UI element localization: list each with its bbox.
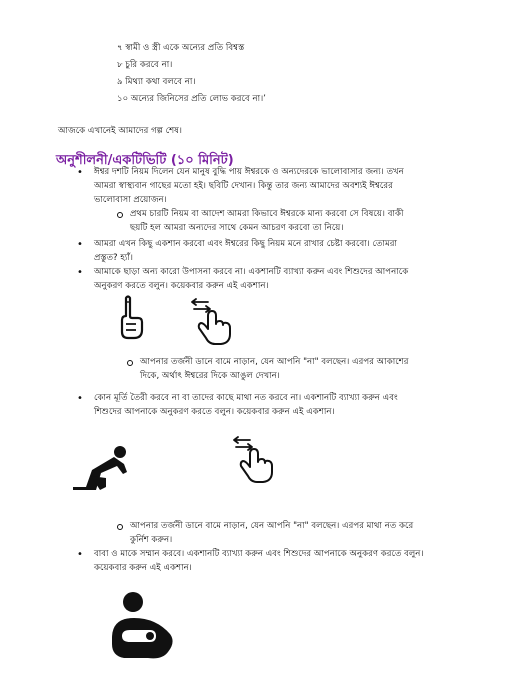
- commandment-8: ৮ চুরি করবে না।: [117, 60, 173, 70]
- bullet-2-line-2: প্রস্তুত? হ্যাঁ।: [94, 253, 133, 263]
- bullet-dot: •: [77, 239, 83, 250]
- bullet-3-line-1: আমাকে ছাড়া অন্য কারো উপাসনা করবে না। একশানটি ব্যাখ্যা করুন এবং শিশুদের আপনাকে: [94, 267, 409, 277]
- bullet-4-line-1: কোন মূর্তি তৈরী করবে না বা তাদের কাছে মাথা নত করবে না। একশানটি ব্যাখ্যা করুন এবং: [94, 393, 398, 403]
- bullet-4-line-2: শিশুদের আপনাকে অনুকরণ করতে বলুন। কয়েকবার করুন এই একশান।: [94, 407, 335, 417]
- bullet-5-line-1: বাবা ও মাকে সম্মান করবে। একশানটি ব্যাখ্যা করুন এবং শিশুদের আপনাকে অনুকরণ করতে বলুন।: [94, 549, 424, 559]
- bullet-5-line-2: কয়েকবার করুন এই একশান।: [94, 563, 192, 573]
- bullet-4-sub-line-2: কুর্নিশ করুন।: [130, 535, 173, 545]
- bullet-dot: •: [77, 549, 83, 560]
- sub-bullet-circle: [117, 212, 123, 218]
- bullet-3-sub-line-1: আপনার তর্জনী ডানে বামে নাড়ান, যেন আপনি "না" বলছেন। এরপর আকাশের: [140, 357, 409, 367]
- story-end-text: আজকে এখানেই আমাদের গল্প শেষ।: [58, 126, 182, 136]
- bullet-3-sub-line-2: দিকে, অর্থাৎ ঈশ্বরের দিকে আঙুল দেখান।: [140, 371, 280, 381]
- bullet-1-line-3: ভালোবাসা প্রয়োজন।: [94, 195, 167, 205]
- bullet-dot: •: [77, 393, 83, 404]
- bullet-1-line-1: ঈশ্বর দশটি নিয়ম দিলেন যেন মানুষ বুদ্ধি পায় ঈশ্বরকে ও অন্যদেরকে ভালোবাসার জন্য। তখন: [94, 167, 404, 177]
- section-heading: অনুশীলনী/একটিভিটি (১০ মিনিট): [56, 153, 234, 168]
- commandment-10: ১০ অন্যের জিনিসের প্রতি লোভ করবে না।’: [117, 94, 266, 104]
- bullet-3-line-2: অনুকরণ করতে বলুন। কয়েকবার করুন এই একশান।: [94, 281, 269, 291]
- bullet-2-line-1: আমরা এখন কিছু একশান করবো এবং ঈশ্বরের কিছু নিয়ম মনে রাখার চেষ্টা করবো। তোমরা: [94, 239, 397, 249]
- raised-finger-icon: [114, 294, 150, 342]
- sub-bullet-circle: [127, 360, 133, 366]
- commandment-9: ৯ মিথ্যা কথা বলবে না।: [117, 77, 196, 87]
- bullet-dot: •: [77, 267, 83, 278]
- bullet-1-sub-line-2: ছয়টি হল আমরা অন্যদের সাথে কেমন আচরণ করবো তা নিয়ে।: [130, 223, 344, 233]
- bullet-4-sub-line-1: আপনার তর্জনী ডানে বামে নাড়ান, যেন আপনি "না" বলছেন। এরপর মাথা নত করে: [130, 521, 414, 531]
- commandment-7: ৭ স্বামী ও স্ত্রী একে অন্যের প্রতি বিশ্বস্ত: [117, 43, 245, 53]
- swipe-hand-icon: [190, 296, 236, 346]
- sub-bullet-circle: [117, 524, 123, 530]
- swipe-hand-icon: [232, 434, 278, 484]
- bullet-dot: •: [77, 167, 83, 178]
- parent-child-icon: [104, 590, 180, 660]
- bullet-1-sub-line-1: প্রথম চারটি নিয়ম বা আদেশ আমরা কিভাবে ঈশ্বরকে মান্য করবো সে বিষয়ে। বাকী: [130, 209, 404, 219]
- bullet-1-line-2: আমরা স্বাস্থ্যবান গাছের মতো হই। ছবিটি দেখান। কিন্তু তার জন্য আমাদের অবশ্যই ঈশ্বরের: [94, 181, 393, 191]
- bowing-person-icon: [70, 440, 132, 492]
